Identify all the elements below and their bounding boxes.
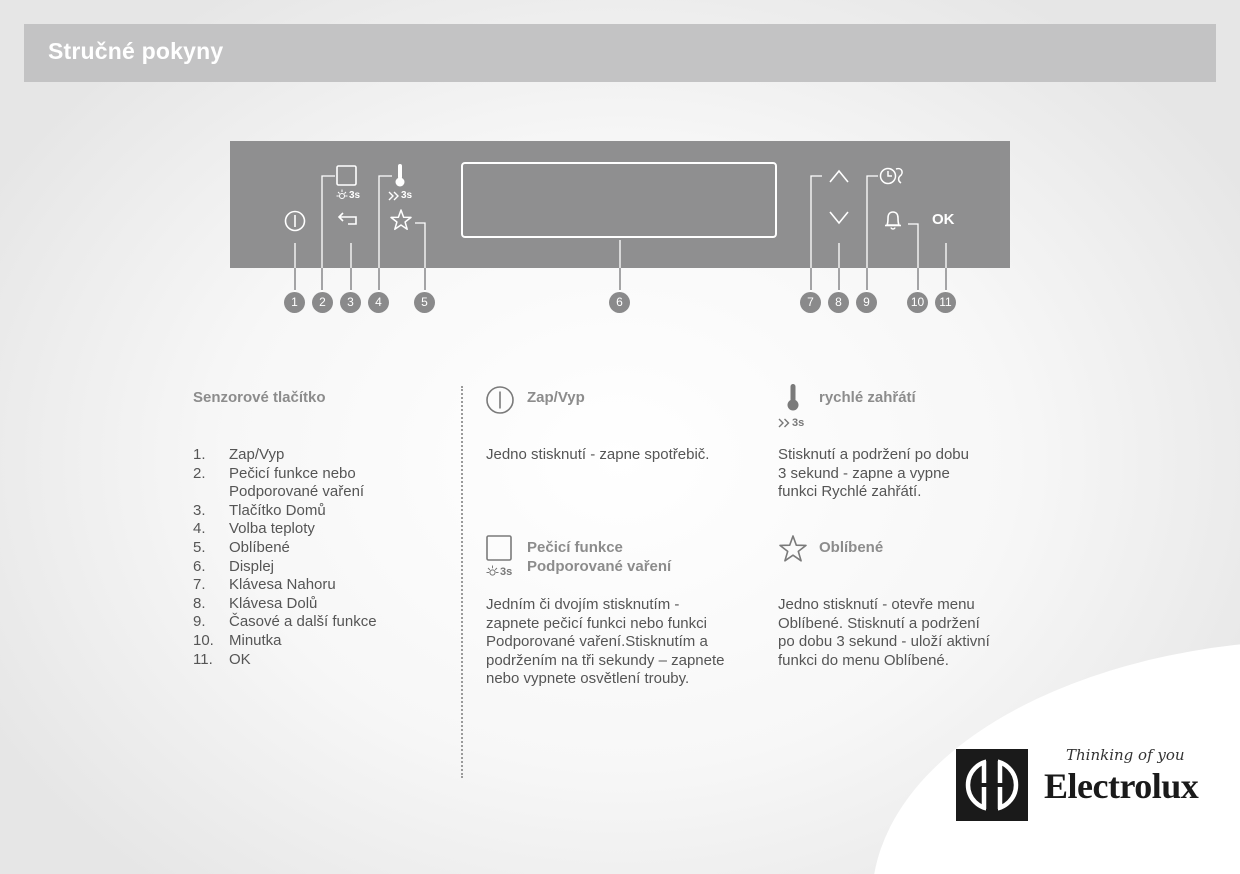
fast-heat-3s-tag: 3s — [792, 417, 805, 429]
onoff-title: Zap/Vyp — [527, 389, 585, 406]
list-item: 8. Klávesa Dolů — [193, 594, 318, 612]
callout-4: 4 — [368, 292, 389, 313]
list-item: 7. Klávesa Nahoru — [193, 576, 336, 594]
callout-3: 3 — [340, 292, 361, 313]
light-3s-tag: 3s — [349, 190, 361, 201]
callout-1: 1 — [284, 292, 305, 313]
baking-functions-icon — [485, 534, 513, 562]
fastheat-text: Stisknutí a podržení po dobu 3 sekund - zapne a vypne funkci Rychlé zahřátí. — [778, 446, 969, 500]
callout-2: 2 — [312, 292, 333, 313]
fast-forward-icon — [778, 418, 791, 428]
onoff-text: Jedno stisknutí - zapne spotřebič. — [486, 446, 710, 463]
legend-list — [193, 446, 377, 669]
callout-11: 11 — [935, 292, 956, 313]
callout-10: 10 — [907, 292, 928, 313]
favourites-title: Oblíbené — [819, 539, 884, 556]
functions-title-line2: Podporované vaření — [527, 558, 672, 575]
list-item: 2. Pečicí funkce nebo — [193, 464, 356, 482]
callout-9: 9 — [856, 292, 877, 313]
light-icon — [486, 565, 499, 578]
fastheat-title: rychlé zahřátí — [819, 389, 916, 406]
list-item: 3. Tlačítko Domů — [193, 501, 326, 519]
list-item: 10. Minutka — [193, 631, 282, 649]
electrolux-logo — [956, 749, 1028, 821]
list-item: 1. Zap/Vyp — [193, 446, 285, 463]
list-item: 6. Displej — [193, 557, 275, 575]
power-icon — [485, 385, 515, 415]
callout-7: 7 — [800, 292, 821, 313]
column-divider — [461, 386, 463, 778]
list-item: Podporované vaření — [229, 483, 365, 501]
brand-tagline: Thinking of you — [1066, 746, 1185, 764]
functions-text: Jedním či dvojím stisknutím - zapnete pečicí funkci nebo funkci Podporované vaření.Stisknutím a podržením na tři sekundy – zapnete nebo vypnete osvětlení trouby. — [486, 596, 725, 687]
callout-8: 8 — [828, 292, 849, 313]
list-item: 5. Oblíbené — [193, 538, 290, 556]
callout-5: 5 — [414, 292, 435, 313]
functions-title-line1: Pečicí funkce — [527, 539, 623, 556]
ok-button[interactable]: OK — [932, 211, 955, 228]
brand-name: Electrolux — [1044, 766, 1199, 806]
page-title: Stručné pokyny — [48, 38, 224, 64]
thermometer-icon — [786, 383, 800, 413]
list-item: 11. OK — [193, 650, 251, 668]
star-icon — [777, 533, 809, 565]
list-item: 9. Časové a další funkce — [193, 613, 377, 631]
list-item: 4. Volba teploty — [193, 520, 315, 538]
light-3s-tag: 3s — [500, 566, 513, 578]
callout-6: 6 — [609, 292, 630, 313]
sensor-section-title: Senzorové tlačítko — [193, 389, 326, 406]
fast-heat-3s-tag: 3s — [401, 190, 413, 201]
favourites-text: Jedno stisknutí - otevře menu Oblíbené. Stisknutí a podržení po dobu 3 sekund - uloží aktivní funkci do menu Oblíbené. — [778, 596, 990, 669]
